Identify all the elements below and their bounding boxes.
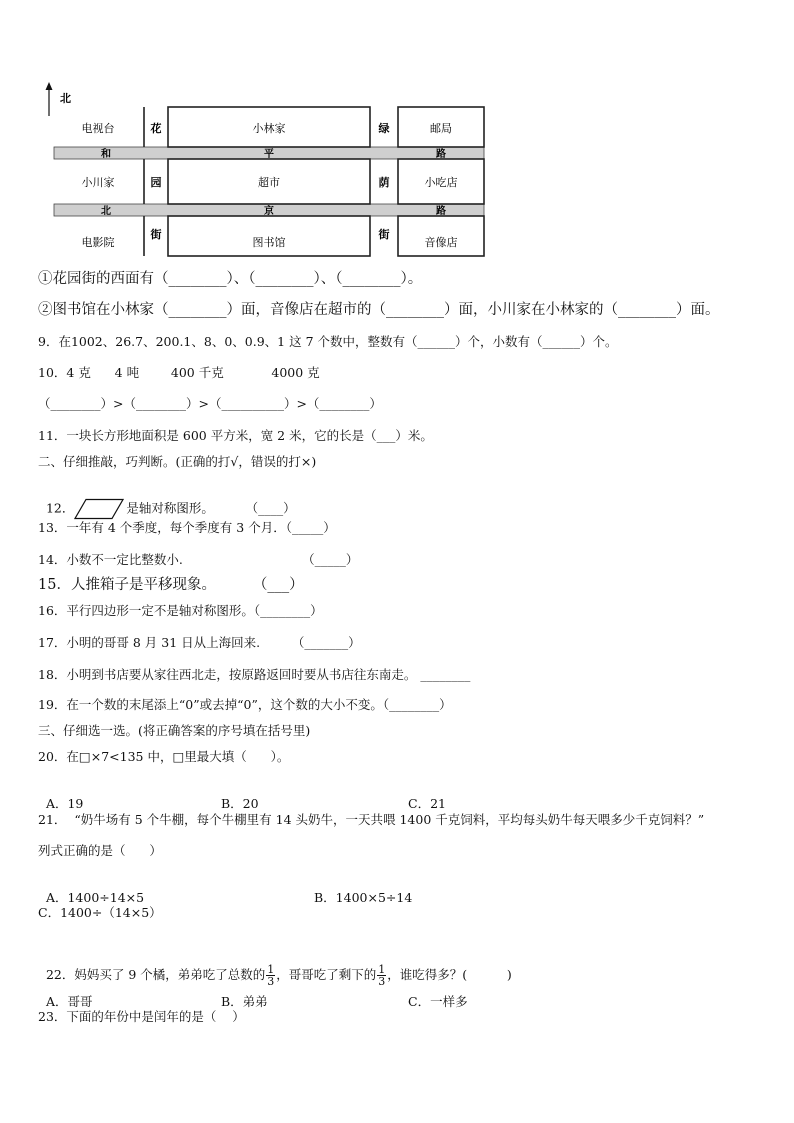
street-char: 花 [150,122,162,135]
street-map [40,80,500,260]
question-21-option-c: C．1400÷（14×5） [38,905,162,920]
block-label-post: 邮局 [430,122,452,135]
street-char: 绿 [378,122,390,135]
fraction-one-third: $\frac{1}{3}$ [378,963,386,988]
option-c: C．一样多 [408,994,468,1009]
road-char: 路 [436,149,446,160]
north-arrowhead-icon [46,82,53,90]
block-label-xiaochuan: 小川家 [81,176,115,189]
block-label-snack: 小吃店 [424,176,458,189]
option-c: C．21 [408,796,446,811]
street-map-svg [40,80,500,260]
street-char: 街 [150,228,162,241]
question-12 [38,482,296,520]
question-10-answer: （________）>（________）>（__________）>（________） [38,396,382,411]
question-20-options [38,780,446,812]
question-19: 19．在一个数的末尾添上“0”或去掉“0”，这个数的大小不变。（________） [38,697,452,712]
street-char: 街 [378,228,390,241]
question-22-part3: ，谁吃得多？( ) [387,967,512,982]
question-20: 20．在□×7<135 中，□里最大填（ ）。 [38,749,290,764]
block-label-market: 超市 [258,176,280,189]
street-char: 荫 [378,176,390,189]
option-a: A．哥哥 [45,994,93,1009]
question-12-number: 12． [45,500,75,516]
question-9: 9．在1002、26.7、200.1、8、0、0.9、1 这 7 个数中，整数有（______）个，小数有（______）个。 [38,334,618,349]
parallelogram-icon [74,498,124,520]
section-2-heading: 二、仔细推敲，巧判断。(正确的打√，错误的打×) [38,454,317,469]
block-label-music: 音像店 [424,236,458,249]
fraction-one-third: $\frac{1}{3}$ [267,963,275,988]
road-char: 和 [101,149,111,160]
block-label-xiaolin: 小林家 [252,122,286,135]
block-label-library: 图书馆 [252,236,286,249]
road-char: 路 [436,206,446,217]
option-a: A．1400÷14×5 [45,890,145,905]
question-10: 10．4 克 4 吨 400 千克 4000 克 [38,365,320,380]
question-8-part1: ①花园街的西面有（________）、（________）、（________）。 [38,271,423,287]
question-22 [38,936,512,988]
north-label: 北 [60,92,71,105]
option-b: B．1400×5÷14 [314,890,413,905]
question-14: 14．小数不一定比整数小. （_____） [38,552,359,567]
block-label-cinema: 电影院 [81,236,115,249]
question-13: 13．一年有 4 个季度，每个季度有 3 个月．（_____） [38,520,336,535]
question-21-options-row1 [38,874,413,906]
question-22-part1: 22．妈妈买了 9 个橘，弟弟吃了总数的 [45,967,266,982]
question-17: 17．小明的哥哥 8 月 31 日从上海回来. （_______） [38,635,361,650]
question-18: 18．小明到书店要从家往西北走，按原路返回时要从书店往东南走。 ________ [38,667,471,682]
question-11: 11．一块长方形地面积是 600 平方米，宽 2 米，它的长是（___）米。 [38,428,433,443]
question-21-prompt: 列式正确的是（ ） [38,843,162,858]
option-b: B．弟弟 [221,994,268,1009]
option-b: B．20 [221,796,259,811]
section-3-heading: 三、仔细选一选。(将正确答案的序号填在括号里) [38,723,311,738]
question-21: 21． “奶牛场有 5 个牛棚，每个牛棚里有 14 头奶牛，一天共喂 1400 千克饲料，平均每头奶牛每天喂多少千克饲料？” [38,812,705,827]
question-16: 16．平行四边形一定不是轴对称图形。（________） [38,603,323,618]
question-22-options [38,978,468,1010]
question-22-part2: ，哥哥吃了剩下的 [276,967,377,982]
road-char: 平 [264,149,274,160]
question-23: 23．下面的年份中是闰年的是（ ） [38,1009,245,1024]
road-char: 京 [264,206,274,217]
option-a: A．19 [45,796,84,811]
question-15: 15．人推箱子是平移现象。 （___） [38,577,304,593]
street-char: 园 [150,176,162,189]
block-label-tv: 电视台 [81,122,115,135]
question-8-part2: ②图书馆在小林家（________）面，音像店在超市的（________）面，小川家在小林家的（________）面。 [38,302,720,318]
road-char: 北 [101,206,111,217]
question-12-text: 是轴对称图形。 （____） [126,500,296,516]
